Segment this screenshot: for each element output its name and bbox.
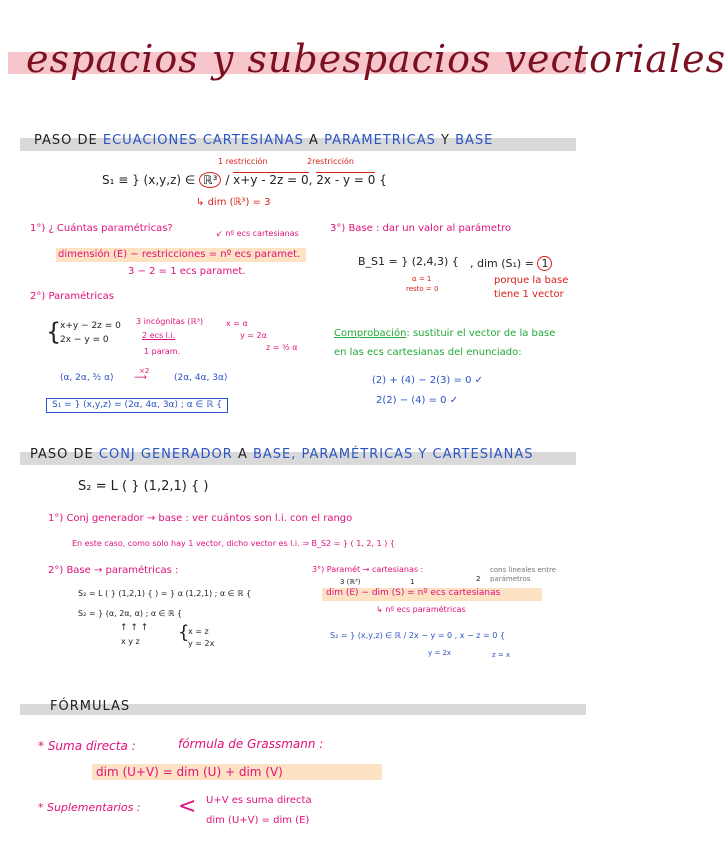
step3-sup3: 2 bbox=[476, 575, 481, 583]
base-expr-text: B_S1 = } (2,4,3) { bbox=[358, 255, 459, 268]
check-title: Comprobación bbox=[334, 328, 407, 339]
step1b: En este caso, como solo hay 1 vector, dicho vector es l.i. ⇒ B_S2 = } ( 1, 2, 1 ) { bbox=[72, 539, 395, 548]
s1-def-close: { bbox=[379, 173, 387, 187]
section1-heading bbox=[34, 134, 493, 147]
s2-cartesian: S₂ = } (x,y,z) ∈ ℝ / 2x − y = 0 , x − z = 0 { bbox=[330, 631, 505, 640]
check-line1 bbox=[334, 329, 555, 339]
dim-s1-text: , dim (S₁) = bbox=[470, 257, 534, 270]
check-line2: en las ecs cartesianas del enunciado: bbox=[334, 347, 522, 358]
s1-eq1: x+y - 2z = 0 bbox=[233, 173, 309, 187]
sys-eq2: 2x − y = 0 bbox=[60, 335, 109, 345]
vec-param2: (2α, 4α, 3α) bbox=[174, 373, 228, 383]
unknowns-1: 3 incógnitas (ℝ³) bbox=[136, 317, 204, 326]
step2-brace1: x = z bbox=[188, 627, 209, 636]
dim-r3-note: ↳ dim (ℝ³) = 3 bbox=[196, 197, 271, 208]
s1-definition: S₁ ≡ } (x,y,z) ∈ ℝ³ / x+y - 2z = 0, 2x - y = 0 { bbox=[102, 173, 387, 187]
step2-brace: { bbox=[178, 622, 190, 643]
param-x: x = α bbox=[226, 319, 248, 328]
param-y: y = 2α bbox=[240, 331, 267, 340]
section2-heading-b: BASE, PARAMÉTRICAS Y CARTESIANAS bbox=[252, 447, 534, 462]
dim-s1 bbox=[470, 258, 552, 269]
times-2: ×2 bbox=[139, 367, 150, 375]
section1-heading-b: PARAMETRICAS bbox=[324, 133, 436, 148]
step2b: S₂ = } (α, 2α, α) ; α ∈ ℝ { bbox=[78, 609, 183, 618]
formulas-heading: FÓRMULAS bbox=[50, 699, 131, 714]
section2-heading bbox=[30, 448, 534, 461]
step3-sup2: 1 bbox=[410, 578, 415, 586]
s1-def-start: S₁ ≡ } (x,y,z) ∈ bbox=[102, 173, 196, 187]
restriccion-2-label: 2restricción bbox=[307, 157, 354, 166]
porque-1: porque la base bbox=[494, 275, 569, 286]
check-2: 2(2) − (4) = 0 ✓ bbox=[376, 395, 459, 406]
s1-eq2: 2x - y = 0 bbox=[316, 173, 376, 187]
r3-circled: ℝ³ bbox=[199, 172, 221, 188]
step2: 2°) Base → paramétricas : bbox=[48, 565, 179, 576]
note-cart-text: nº ecs cartesianas bbox=[225, 229, 299, 238]
vec-param: (α, 2α, ³⁄₂ α) bbox=[60, 373, 114, 383]
section2-heading-prefix: PASO DE bbox=[30, 447, 94, 462]
check-text: : sustituir el vector de la base bbox=[406, 328, 556, 339]
step2-xyz: x y z bbox=[121, 637, 140, 646]
formula-nums: 3 − 2 = 1 ecs paramet. bbox=[128, 266, 246, 277]
f2-bracket: < bbox=[178, 794, 197, 819]
param-z: z = ³⁄₂ α bbox=[266, 343, 298, 352]
step3-note: cons lineales entre parámetros bbox=[490, 566, 557, 584]
step2a: S₂ = L ( } (1,2,1) { ) = } α (1,2,1) ; α ∈ ℝ { bbox=[78, 589, 252, 598]
s2-cart-sub1: y = 2x bbox=[428, 649, 452, 657]
f1-text: fórmula de Grassmann : bbox=[178, 737, 324, 751]
sys-eq1: x+y − 2z = 0 bbox=[60, 321, 121, 331]
s2-definition: S₂ = L ( } (1,2,1) { ) bbox=[78, 479, 209, 494]
f1-label: * Suma directa : bbox=[38, 739, 136, 753]
section1-heading-y: Y bbox=[440, 133, 450, 148]
step3-sub-text: nº ecs paramétricas bbox=[385, 605, 466, 614]
f2-a: U+V es suma directa bbox=[206, 795, 312, 806]
step3-sup1: 3 (ℝ³) bbox=[340, 578, 361, 586]
s2-cart-sub2: z = x bbox=[492, 651, 511, 659]
base-sub1: α = 1 bbox=[412, 275, 432, 283]
dim-s1-value: 1 bbox=[537, 256, 552, 271]
q1-label: 1°) ¿ Cuántas paramétricas? bbox=[30, 223, 173, 234]
brace-left: { bbox=[46, 318, 62, 346]
formula-line: dimensión (E) − restricciones = nº ecs paramet. bbox=[58, 249, 301, 260]
base-sub2: resto = 0 bbox=[406, 285, 439, 293]
section1-heading-c: BASE bbox=[455, 133, 494, 148]
step2-brace2: y = 2x bbox=[188, 639, 215, 648]
unknowns-3: 1 param. bbox=[144, 347, 181, 356]
q3-label: 3°) Base : dar un valor al parámetro bbox=[330, 223, 511, 234]
page-title: espacios y subespacios vectoriales bbox=[26, 37, 726, 81]
step3-formula: dim (E) − dim (S) = nº ecs cartesianas bbox=[326, 588, 501, 598]
arrow-times: ⟶ bbox=[134, 373, 147, 383]
q2-label: 2°) Paramétricas bbox=[30, 291, 114, 302]
slash: / bbox=[225, 173, 234, 187]
section1-heading-mid: A bbox=[309, 133, 319, 148]
section2-heading-mid: A bbox=[237, 447, 248, 462]
step2-arrows: ↑ ↑ ↑ bbox=[120, 623, 149, 633]
check-1: (2) + (4) − 2(3) = 0 ✓ bbox=[372, 375, 483, 386]
base-expr bbox=[358, 256, 459, 267]
section2-heading-a: CONJ GENERADOR bbox=[98, 447, 233, 462]
f1-equation: dim (U+V) = dim (U) + dim (V) bbox=[96, 765, 283, 779]
restriccion-1-label: 1 restricción bbox=[218, 157, 268, 166]
dim-r3-text: dim (ℝ³) = 3 bbox=[207, 197, 271, 208]
section1-heading-a: ECUACIONES CARTESIANAS bbox=[102, 133, 304, 148]
step3-sub: ↳ nº ecs paramétricas bbox=[376, 605, 466, 614]
porque-2: tiene 1 vector bbox=[494, 289, 564, 300]
step3: 3°) Paramét → cartesianas : bbox=[312, 565, 424, 574]
f2-b: dim (U+V) = dim (E) bbox=[206, 815, 310, 826]
f2-label: * Suplementarios : bbox=[38, 801, 141, 814]
section1-heading-prefix: PASO DE bbox=[34, 133, 98, 148]
step1: 1°) Conj generador → base : ver cuántos son l.i. con el rango bbox=[48, 513, 353, 524]
s1-result: S₁ = } (x,y,z) = (2α, 4α, 3α) ; α ∈ ℝ { bbox=[46, 398, 228, 413]
unknowns-2: 2 ecs l.i. bbox=[142, 331, 176, 340]
note-cart: ↙ nº ecs cartesianas bbox=[216, 229, 299, 238]
